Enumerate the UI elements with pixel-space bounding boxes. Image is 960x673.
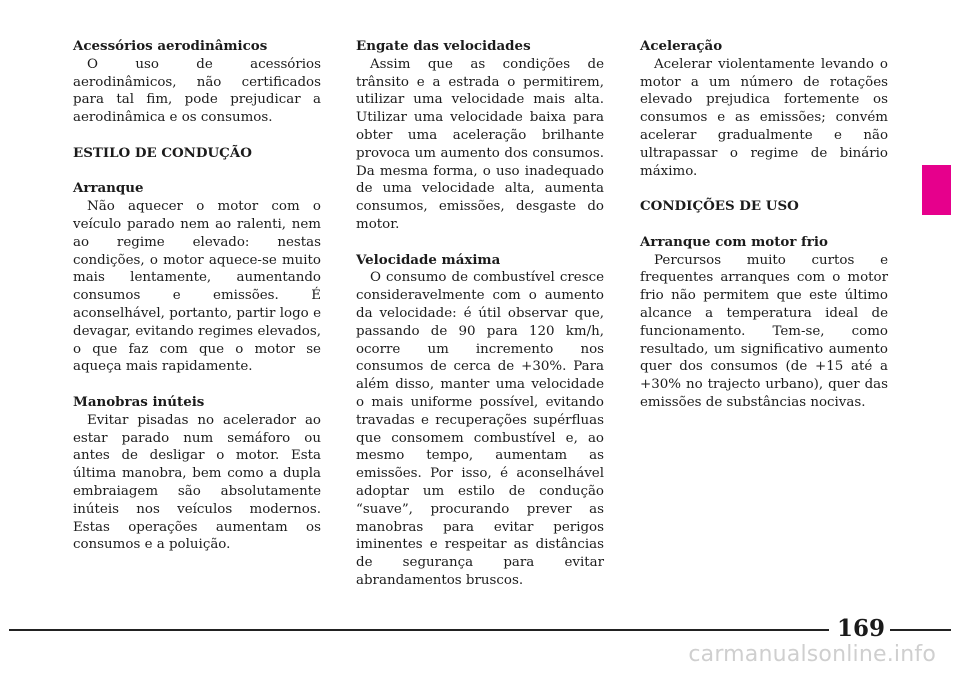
footer-rule-right: [890, 629, 951, 631]
column-2: [356, 38, 604, 590]
column-3: [640, 38, 888, 412]
paragraph-acceleration: Acelerar violentamente levando o motor a um número de rotações elevado prejudica fortemente os consumos e as emissões; convém acelerar gradualmente e não ultrapassar o regime de binário máximo.: [640, 56, 888, 179]
paragraph-cold-start: Percursos muito curtos e frequentes arranques com o motor frio não permitem que este último alcance a temperatura ideal de funcionamento. Tem-se, como resultado, um significativo aumento quer dos consumos (de +15 até a +30% no trajecto urbano), quer das emissões de substâncias nocivas.: [640, 252, 888, 410]
paragraph-max-speed: O consumo de combustível cresce consideravelmente com o aumento da velocidade: é útil observar que, passando de 90 para 120 km/h, ocorre um incremento nos consumos de cerca de +30%. Para além disso, manter uma velocidade o mais uniforme possível, evitando travadas e recuperações supérfluas que consomem combustível e, ao mesmo tempo, aumentam as emissões. Por isso, é aconselhável adoptar um estilo de condução “suave”, procurando prever as manobras para evitar perigos iminentes e respeitar as distâncias de segurança para evitar abrandamentos bruscos.: [356, 270, 604, 588]
section-tab-marker: [922, 165, 951, 215]
paragraph-gear-engagement: Assim que as condições de trânsito e a estrada o permitirem, utilizar uma velocidade mais alta. Utilizar uma velocidade baixa para obter uma aceleração brilhante provoca um aumento dos consumos. Da mesma forma, o uso inadequado de uma velocidade alta, aumenta consumos, emissões, desgaste do motor.: [356, 56, 604, 232]
heading-cold-start: Arranque com motor frio: [640, 233, 828, 250]
heading-acceleration: Aceleração: [640, 38, 723, 54]
paragraph-start: Não aquecer o motor com o veículo parado nem ao ralenti, nem ao regime elevado: nestas condições, o motor aquece-se muito mais lentamente, aumentando consumos e emissões. É aconselhável, portanto, partir logo e devagar, evitando regimes elevados, o que faz com que o motor se aqueça mais rapidamente.: [73, 199, 321, 375]
watermark: carmanualsonline.info: [688, 642, 936, 667]
heading-gear-engagement: Engate das velocidades: [356, 38, 531, 54]
paragraph-aerodynamic-accessories: O uso de acessórios aerodinâmicos, não certificados para tal fim, pode prejudicar a aerodinâmica e os consumos.: [73, 56, 321, 126]
section-title-conditions-of-use: CONDIÇÕES DE USO: [640, 198, 799, 215]
heading-start: Arranque: [73, 180, 144, 197]
heading-useless-manoeuvres: Manobras inúteis: [73, 393, 205, 410]
paragraph-useless-manoeuvres: Evitar pisadas no acelerador ao estar parado num semáforo ou antes de desligar o motor. Esta última manobra, bem como a dupla embraiagem são absolutamente inúteis nos veículos modernos. Estas operações aumentam os consumos e a poluição.: [73, 412, 321, 553]
column-1: [73, 38, 321, 554]
heading-aerodynamic-accessories: Acessórios aerodinâmicos: [73, 38, 268, 54]
page-number: 169: [837, 615, 886, 642]
heading-max-speed: Velocidade máxima: [356, 251, 501, 268]
footer-rule-left: [9, 629, 829, 631]
section-title-driving-style: ESTILO DE CONDUÇÃO: [73, 144, 252, 161]
